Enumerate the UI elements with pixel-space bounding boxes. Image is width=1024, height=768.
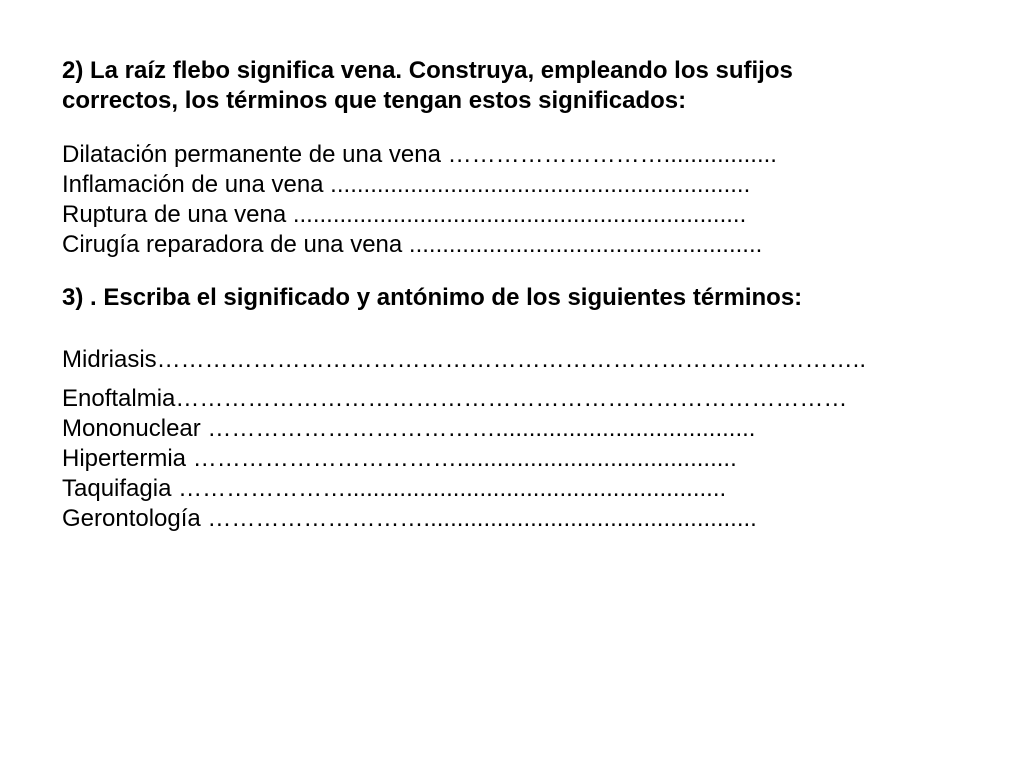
question-2-heading: 2) La raíz flebo significa vena. Construya, empleando los sufijos correctos, los términos que tengan estos significados:	[62, 57, 793, 114]
q2-item-cirugia: Cirugía reparadora de una vena .....................................................	[62, 231, 763, 258]
q2-item-inflamacion: Inflamación de una vena ...............................................................	[62, 171, 751, 198]
q3-item-hipertermia: Hipertermia ……………………………..........................................	[62, 445, 737, 472]
q3-item-taquifagia: Taquifagia ………………….........................................................	[62, 475, 727, 502]
q3-item-enoftalmia: Enoftalmia…………………………………………………………………………	[62, 385, 848, 412]
q2-item-ruptura: Ruptura de una vena ....................................................................	[62, 201, 747, 228]
question-3-items	[62, 384, 962, 534]
q2-item-dilatacion: Dilatación permanente de una vena ……………………….................	[62, 141, 777, 168]
question-3-heading: 3) . Escriba el significado y antónimo de los siguientes términos:	[62, 284, 803, 311]
q3-item-midriasis: Midriasis……………………………………………………………………………..	[62, 346, 867, 373]
slide-content	[62, 56, 962, 534]
q3-item-mononuclear: Mononuclear ……………………………….......................................	[62, 415, 756, 442]
question-3-first-item	[62, 345, 962, 375]
question-2-items	[62, 140, 962, 260]
q3-item-gerontologia: Gerontología ………………………..................................................	[62, 505, 757, 532]
